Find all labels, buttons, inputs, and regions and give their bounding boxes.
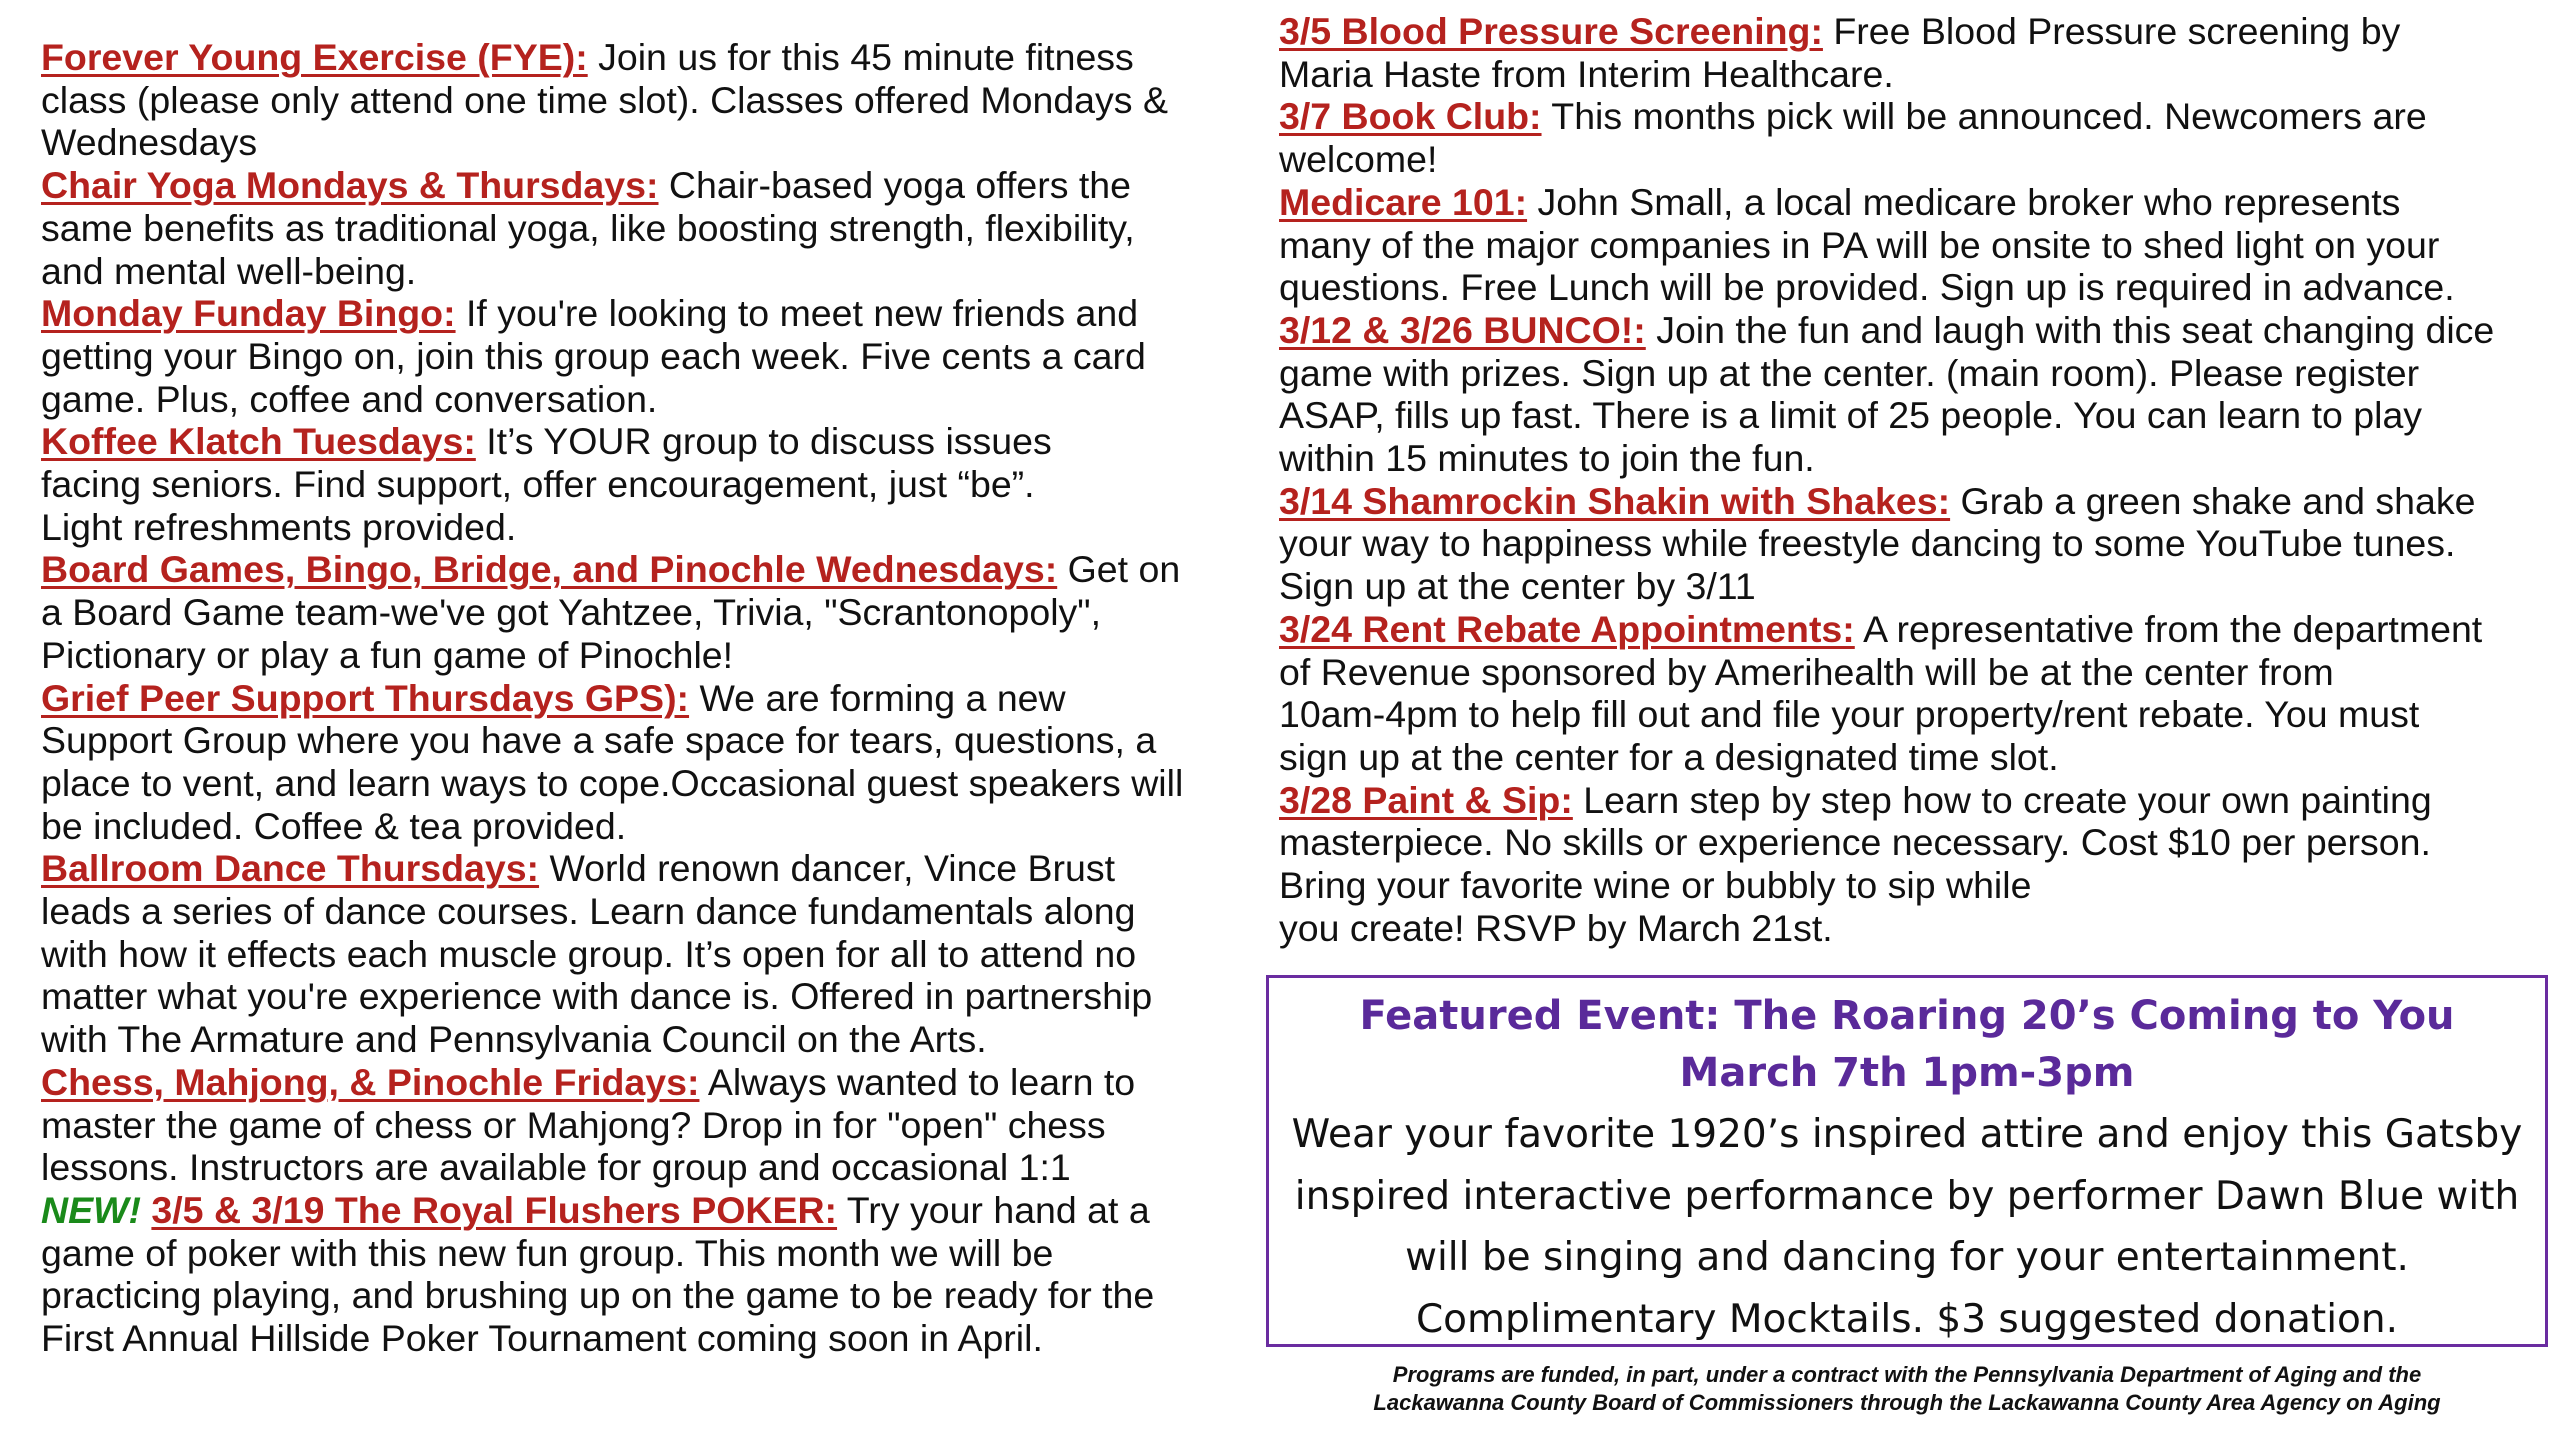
featured-event-title: Featured Event: The Roaring 20’s Coming to You	[1359, 993, 2455, 1039]
program-description-line: be included. Coffee & tea provided.	[41, 804, 627, 847]
program-description-line: If you're looking to meet new friends and	[465, 292, 1139, 335]
program-description-line: your way to happiness while freestyle dancing to some YouTube tunes.	[1279, 522, 2456, 565]
program-description-line: Wednesdays	[41, 121, 258, 164]
program-description-line: master the game of chess or Mahjong? Drop in for "open" chess	[41, 1103, 1106, 1146]
program-description-line: game. Plus, coffee and conversation.	[41, 377, 658, 420]
program-title: Chess, Mahjong, & Pinochle Fridays:	[41, 1060, 700, 1103]
program-entry	[1279, 181, 2539, 309]
program-entry	[41, 677, 1241, 848]
program-description-line: Free Blood Pressure screening by	[1833, 10, 2401, 52]
program-description-line: Join the fun and laugh with this seat changing dice	[1656, 308, 2495, 351]
program-entry	[41, 1189, 1241, 1360]
program-title: 3/24 Rent Rebate Appointments:	[1279, 607, 1855, 650]
program-description-line: Grab a green shake and shake	[1960, 479, 2476, 522]
program-title: 3/12 & 3/26 BUNCO!:	[1279, 308, 1646, 351]
program-title: Koffee Klatch Tuesdays:	[41, 420, 476, 463]
new-badge: NEW!	[41, 1188, 141, 1231]
program-description-line: and mental well-being.	[41, 249, 417, 292]
program-description-line: a Board Game team-we've got Yahtzee, Trivia, "Scrantonopoly",	[41, 591, 1102, 634]
funding-footnote	[1266, 1361, 2548, 1417]
program-title: 3/28 Paint & Sip:	[1279, 778, 1573, 821]
program-description-line: lessons. Instructors are available for group and occasional 1:1	[41, 1146, 1071, 1189]
program-description-line: This months pick will be announced. Newcomers are	[1551, 95, 2427, 138]
program-description-line: Support Group where you have a safe space for tears, questions, a	[41, 719, 1157, 762]
program-description-line: game with prizes. Sign up at the center. (main room). Please register	[1279, 351, 2420, 394]
program-description-line: Learn step by step how to create your own painting	[1583, 778, 2432, 821]
footnote-line: Lackawanna County Board of Commissioners through the Lackawanna County Area Agency on Aging	[1373, 1390, 2441, 1415]
program-description-line: of Revenue sponsored by Amerihealth will be at the center from	[1279, 650, 2334, 693]
program-description-line: Join us for this 45 minute fitness	[598, 36, 1134, 78]
program-title: Board Games, Bingo, Bridge, and Pinochle Wednesdays:	[41, 548, 1058, 591]
program-description-line: same benefits as traditional yoga, like boosting strength, flexibility,	[41, 206, 1135, 249]
program-description-line: class (please only attend one time slot). Classes offered Mondays &	[41, 78, 1168, 121]
right-event-column	[1279, 0, 2539, 949]
program-description-line: John Small, a local medicare broker who represents	[1537, 180, 2401, 223]
program-description-line: Chair-based yoga offers the	[668, 164, 1132, 207]
program-entry	[1279, 10, 2539, 95]
featured-body-line: Wear your favorite 1920’s inspired attire and enjoy this Gatsby	[1291, 1112, 2523, 1157]
program-entry	[41, 164, 1241, 292]
featured-event-box	[1266, 975, 2548, 1347]
footnote-line: Programs are funded, in part, under a contract with the Pennsylvania Department of Aging and the	[1392, 1362, 2422, 1387]
program-description-line: getting your Bingo on, join this group each week. Five cents a card	[41, 334, 1146, 377]
program-entry	[1279, 608, 2539, 779]
program-description-line: First Annual Hillside Poker Tournament coming soon in April.	[41, 1317, 1043, 1360]
program-description-line: A representative from the department	[1863, 607, 2483, 650]
program-entry	[41, 36, 1241, 164]
program-title: Forever Young Exercise (FYE):	[41, 36, 588, 78]
program-description-line: It’s YOUR group to discuss issues	[486, 420, 1052, 463]
program-description-line: within 15 minutes to join the fun.	[1279, 437, 1815, 480]
program-description-line: leads a series of dance courses. Learn dance fundamentals along	[41, 890, 1136, 933]
program-description-line: you create! RSVP by March 21st.	[1279, 906, 1833, 949]
program-description-line: game of poker with this new fun group. This month we will be	[41, 1231, 1054, 1274]
program-title: Chair Yoga Mondays & Thursdays:	[41, 164, 659, 207]
program-description-line: sign up at the center for a designated time slot.	[1279, 735, 2059, 778]
program-entry	[41, 1061, 1241, 1189]
program-entry	[41, 847, 1241, 1061]
program-title: Medicare 101:	[1279, 180, 1528, 223]
program-description-line: ASAP, fills up fast. There is a limit of 25 people. You can learn to play	[1279, 394, 2423, 437]
program-description-line: Pictionary or play a fun game of Pinochle!	[41, 633, 734, 676]
program-description-line: We are forming a new	[699, 676, 1066, 719]
featured-body-line: will be singing and dancing for your entertainment.	[1405, 1235, 2409, 1280]
program-description-line: with The Armature and Pennsylvania Council on the Arts.	[41, 1018, 987, 1061]
program-entry	[1279, 95, 2539, 180]
program-entry	[1279, 779, 2539, 950]
program-description-line: Light refreshments provided.	[41, 505, 517, 548]
program-title: 3/5 & 3/19 The Royal Flushers POKER:	[151, 1188, 838, 1231]
featured-body-line: Complimentary Mocktails. $3 suggested donation.	[1415, 1296, 2399, 1342]
program-description-line: Bring your favorite wine or bubbly to sip while	[1279, 864, 2032, 907]
program-description-line: masterpiece. No skills or experience necessary. Cost $10 per person.	[1279, 821, 2431, 864]
program-description-line: welcome!	[1279, 138, 1438, 181]
program-entry	[41, 420, 1241, 548]
featured-body-line: inspired interactive performance by performer Dawn Blue with	[1294, 1173, 2520, 1219]
program-title: 3/7 Book Club:	[1279, 95, 1542, 138]
program-title: Monday Funday Bingo:	[41, 292, 456, 335]
featured-event-date: March 7th 1pm-3pm	[1679, 1050, 2135, 1096]
program-title: Grief Peer Support Thursdays GPS):	[41, 676, 690, 719]
program-title: Ballroom Dance Thursdays:	[41, 847, 540, 890]
program-description-line: facing seniors. Find support, offer encouragement, just “be”.	[41, 463, 1035, 506]
program-description-line: matter what you're experience with dance is. Offered in partnership	[41, 975, 1153, 1018]
program-description-line: Always wanted to learn to	[707, 1060, 1136, 1103]
program-description-line: with how it effects each muscle group. It’s open for all to attend no	[41, 932, 1137, 975]
program-title: 3/14 Shamrockin Shakin with Shakes:	[1279, 479, 1951, 522]
left-program-column	[41, 0, 1241, 1360]
program-description-line: practicing playing, and brushing up on the game to be ready for the	[41, 1274, 1155, 1317]
program-description-line: Sign up at the center by 3/11	[1279, 565, 1756, 608]
program-description-line: World renown dancer, Vince Brust	[549, 847, 1116, 890]
program-description-line: Get on	[1067, 548, 1181, 591]
program-description-line: many of the major companies in PA will be onsite to shed light on your	[1279, 223, 2440, 266]
program-title: 3/5 Blood Pressure Screening:	[1279, 10, 1823, 52]
program-entry	[1279, 480, 2539, 608]
program-description-line: questions. Free Lunch will be provided. Sign up is required in advance.	[1279, 266, 2455, 309]
program-description-line: 10am-4pm to help fill out and file your property/rent rebate. You must	[1279, 693, 2420, 736]
program-entry	[1279, 309, 2539, 480]
program-description-line: place to vent, and learn ways to cope.Occasional guest speakers will	[41, 761, 1184, 804]
program-entry	[41, 292, 1241, 420]
program-description-line: Maria Haste from Interim Healthcare.	[1279, 52, 1894, 95]
featured-event-description	[1269, 1104, 2545, 1350]
program-entry	[41, 548, 1241, 676]
program-description-line: Try your hand at a	[846, 1188, 1150, 1231]
